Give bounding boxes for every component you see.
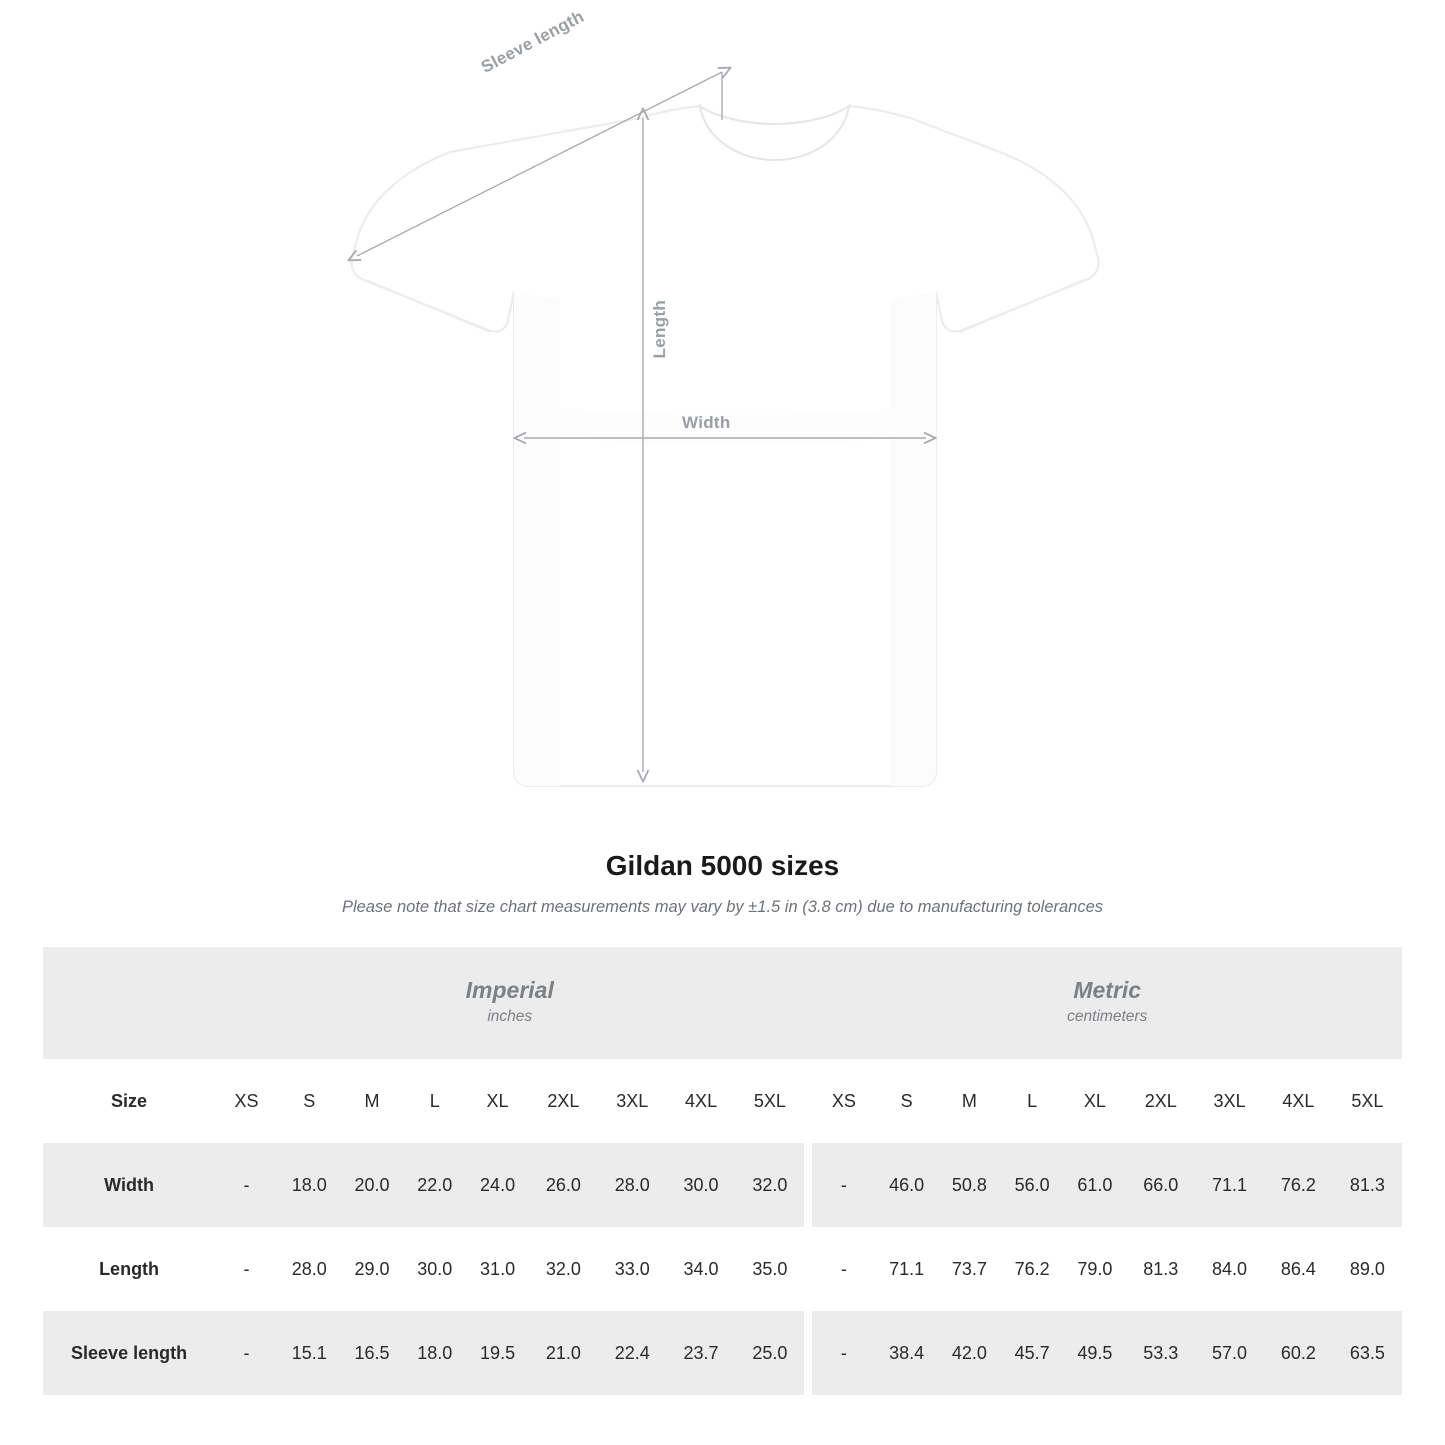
shirt-shade-right [890,292,936,786]
header-metric-5xl: 5XL [1333,1059,1402,1143]
header-imperial-2xl: 2XL [529,1059,598,1143]
unit-header-gap [804,947,812,1059]
column-separator [804,1311,812,1395]
cell-length-imperial-5xl: 35.0 [735,1227,804,1311]
row-label-length: Length [43,1227,215,1311]
cell-length-imperial-s: 28.0 [278,1227,341,1311]
column-separator [804,1227,812,1311]
cell-width-metric-xl: 61.0 [1064,1143,1127,1227]
cell-length-imperial-xs: - [215,1227,278,1311]
header-imperial-3xl: 3XL [598,1059,667,1143]
cell-width-imperial-l: 22.0 [403,1143,466,1227]
cell-length-metric-xl: 79.0 [1064,1227,1127,1311]
cell-sleeve-metric-m: 42.0 [938,1311,1001,1395]
imperial-sub: inches [487,1007,533,1025]
metric-sub: centimeters [1067,1007,1148,1025]
cell-sleeve-metric-xl: 49.5 [1064,1311,1127,1395]
cell-sleeve-metric-3xl: 57.0 [1195,1311,1264,1395]
cell-sleeve-metric-4xl: 60.2 [1264,1311,1333,1395]
cell-sleeve-metric-s: 38.4 [875,1311,938,1395]
header-size: Size [43,1059,215,1143]
cell-width-metric-2xl: 66.0 [1126,1143,1195,1227]
header-metric-xs: XS [812,1059,875,1143]
header-metric-4xl: 4XL [1264,1059,1333,1143]
cell-length-imperial-xl: 31.0 [466,1227,529,1311]
cell-length-imperial-3xl: 33.0 [598,1227,667,1311]
cell-width-imperial-2xl: 26.0 [529,1143,598,1227]
cell-width-imperial-xs: - [215,1143,278,1227]
header-metric-xl: XL [1064,1059,1127,1143]
cell-length-imperial-l: 30.0 [403,1227,466,1311]
cell-width-imperial-m: 20.0 [341,1143,404,1227]
cell-length-metric-m: 73.7 [938,1227,1001,1311]
cell-sleeve-imperial-s: 15.1 [278,1311,341,1395]
shirt-shade-left [514,292,560,786]
cell-sleeve-metric-2xl: 53.3 [1126,1311,1195,1395]
cell-length-imperial-4xl: 34.0 [667,1227,736,1311]
cell-sleeve-imperial-xs: - [215,1311,278,1395]
cell-sleeve-imperial-m: 16.5 [341,1311,404,1395]
cell-sleeve-imperial-5xl: 25.0 [735,1311,804,1395]
cell-sleeve-metric-5xl: 63.5 [1333,1311,1402,1395]
header-metric-m: M [938,1059,1001,1143]
unit-header-imperial [215,947,804,1059]
cell-length-imperial-m: 29.0 [341,1227,404,1311]
cell-width-imperial-xl: 24.0 [466,1143,529,1227]
cell-length-metric-xs: - [812,1227,875,1311]
header-imperial-xs: XS [215,1059,278,1143]
row-label-width: Width [43,1143,215,1227]
cell-width-metric-5xl: 81.3 [1333,1143,1402,1227]
width-label: Width [682,413,731,432]
cell-sleeve-metric-xs: - [812,1311,875,1395]
row-label-sleeve-length: Sleeve length [43,1311,215,1395]
size-table-container [43,947,1402,1395]
cell-sleeve-imperial-l: 18.0 [403,1311,466,1395]
cell-sleeve-metric-l: 45.7 [1001,1311,1064,1395]
cell-width-imperial-5xl: 32.0 [735,1143,804,1227]
column-separator [804,1059,812,1143]
unit-header-blank [43,947,215,1059]
cell-length-metric-l: 76.2 [1001,1227,1064,1311]
cell-length-metric-2xl: 81.3 [1126,1227,1195,1311]
cell-length-metric-s: 71.1 [875,1227,938,1311]
imperial-name: Imperial [465,977,554,1004]
unit-header-metric [812,947,1402,1059]
cell-width-imperial-3xl: 28.0 [598,1143,667,1227]
header-imperial-m: M [341,1059,404,1143]
cell-sleeve-imperial-3xl: 22.4 [598,1311,667,1395]
table-row [43,1143,1402,1227]
cell-width-imperial-s: 18.0 [278,1143,341,1227]
cell-length-metric-4xl: 86.4 [1264,1227,1333,1311]
chart-heading [0,850,1445,917]
column-separator [804,1143,812,1227]
cell-sleeve-imperial-4xl: 23.7 [667,1311,736,1395]
length-label: Length [650,300,669,359]
cell-width-metric-l: 56.0 [1001,1143,1064,1227]
cell-width-imperial-4xl: 30.0 [667,1143,736,1227]
cell-width-metric-s: 46.0 [875,1143,938,1227]
sleeve-length-label: Sleeve length [478,6,588,77]
header-metric-2xl: 2XL [1126,1059,1195,1143]
page-title: Gildan 5000 sizes [605,850,840,881]
cell-length-metric-5xl: 89.0 [1333,1227,1402,1311]
table-row [43,1227,1402,1311]
header-imperial-5xl: 5XL [735,1059,804,1143]
cell-width-metric-m: 50.8 [938,1143,1001,1227]
size-table [43,947,1402,1395]
cell-length-imperial-2xl: 32.0 [529,1227,598,1311]
table-row [43,1311,1402,1395]
header-imperial-xl: XL [466,1059,529,1143]
header-imperial-4xl: 4XL [667,1059,736,1143]
header-metric-3xl: 3XL [1195,1059,1264,1143]
header-metric-l: L [1001,1059,1064,1143]
cell-sleeve-imperial-2xl: 21.0 [529,1311,598,1395]
cell-width-metric-4xl: 76.2 [1264,1143,1333,1227]
tolerance-note: Please note that size chart measurements may vary by ±1.5 in (3.8 cm) due to manufacturing tolerances [341,898,1104,916]
header-imperial-s: S [278,1059,341,1143]
tshirt-body-path [352,106,1099,786]
header-imperial-l: L [403,1059,466,1143]
cell-sleeve-imperial-xl: 19.5 [466,1311,529,1395]
size-header-row [43,1059,1402,1143]
unit-header-row [43,947,1402,1059]
metric-name: Metric [1073,977,1142,1004]
cell-width-metric-3xl: 71.1 [1195,1143,1264,1227]
cell-width-metric-xs: - [812,1143,875,1227]
cell-length-metric-3xl: 84.0 [1195,1227,1264,1311]
header-metric-s: S [875,1059,938,1143]
